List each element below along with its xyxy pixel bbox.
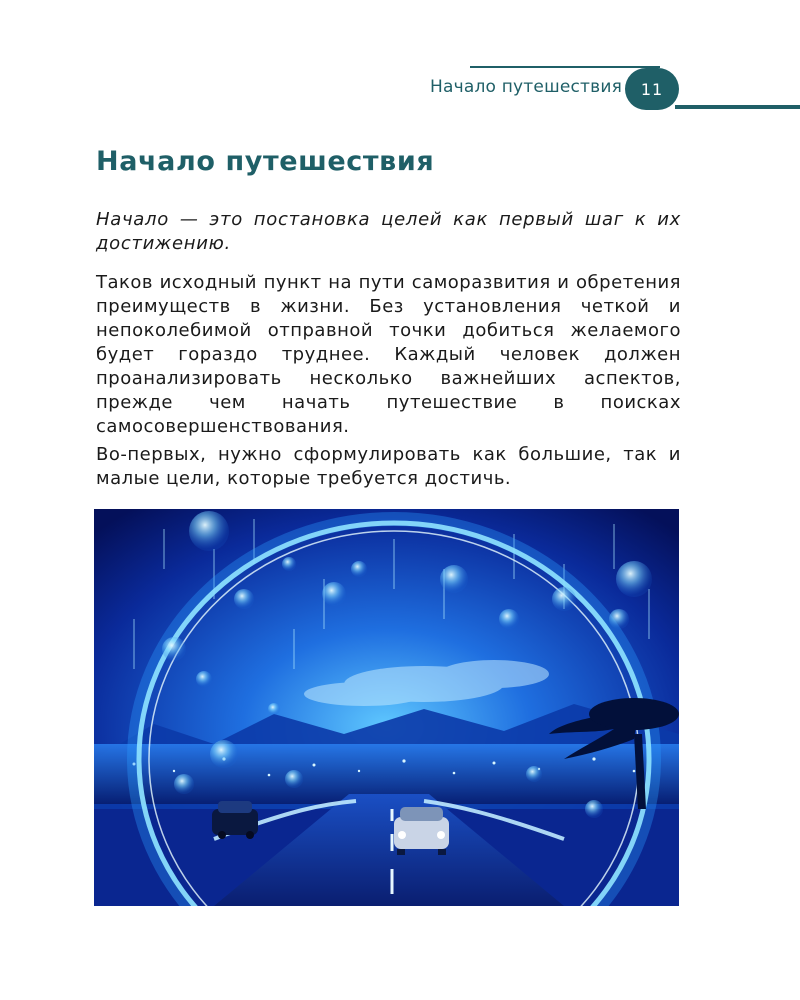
page-number-badge bbox=[625, 68, 679, 110]
lead-paragraph: Начало — это постановка целей как первый шаг к их достижению. bbox=[96, 209, 681, 254]
header-rule-top bbox=[470, 66, 660, 68]
illustration-futuristic-road-portal bbox=[94, 509, 679, 906]
body-paragraph-2: Во-первых, нужно сформулировать как большие, так и малые цели, которые требуется достичь. bbox=[96, 444, 681, 489]
chapter-title: Начало путешествия bbox=[96, 146, 435, 177]
body-paragraph-1: Таков исходный пункт на пути саморазвития и обретения преимуществ в жизни. Без установления четкой и непоколебимой отправной точки добиться желаемого будет гораздо труднее. Каждый человек должен проанализировать несколько важнейших аспектов, прежде чем начать путешествие в поисках самосовершенствования. bbox=[96, 272, 681, 437]
illustration-art bbox=[94, 509, 679, 906]
header-rule-right bbox=[675, 105, 800, 109]
car-center bbox=[394, 807, 449, 855]
car-left bbox=[212, 801, 258, 839]
page-number: 11 bbox=[640, 79, 664, 99]
running-title: Начало путешествия bbox=[430, 77, 623, 97]
